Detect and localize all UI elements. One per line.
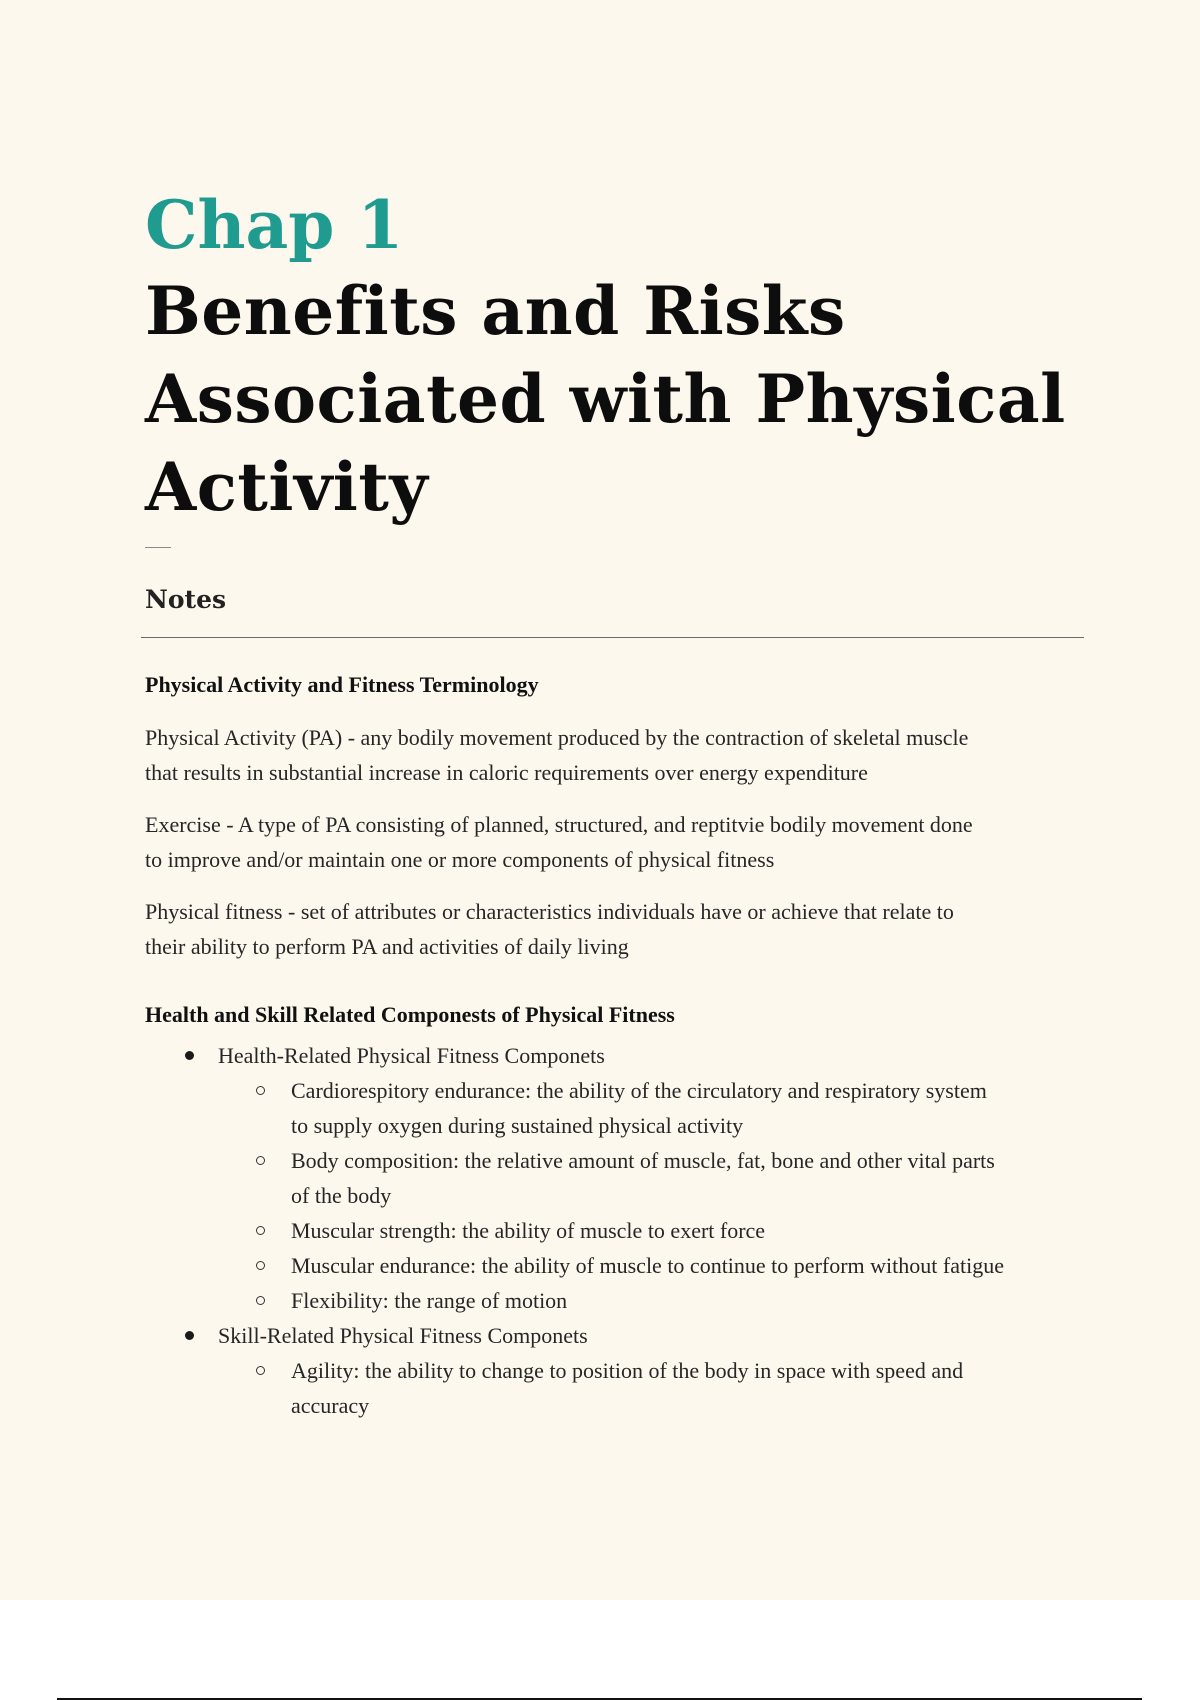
paragraph-physical-fitness	[145, 894, 1085, 964]
bullet-circle-icon	[256, 1261, 265, 1270]
paragraph-physical-activity	[145, 720, 1085, 790]
notes-horizontal-rule	[141, 637, 1084, 638]
list-item-label: Skill-Related Physical Fitness Componets	[218, 1323, 588, 1348]
list-item	[218, 1143, 1085, 1213]
list-item-line: of the body	[291, 1183, 392, 1208]
list-item	[218, 1213, 1085, 1248]
bullet-dot-icon	[185, 1051, 194, 1060]
bullet-circle-icon	[256, 1366, 265, 1375]
chapter-title	[145, 267, 1085, 531]
bullet-dot-icon	[185, 1331, 194, 1340]
list-item-skill-related	[145, 1318, 1085, 1423]
list-item-health-related	[145, 1038, 1085, 1318]
health-related-sublist	[218, 1073, 1085, 1318]
list-item-line: Flexibility: the range of motion	[291, 1288, 568, 1313]
chapter-title-line: Associated with Physical	[145, 360, 1066, 438]
notes-heading: Notes	[145, 585, 227, 614]
list-item-label: Health-Related Physical Fitness Componets	[218, 1043, 605, 1068]
bullet-circle-icon	[256, 1156, 265, 1165]
bullet-circle-icon	[256, 1226, 265, 1235]
bullet-circle-icon	[256, 1296, 265, 1305]
document-content	[145, 185, 1085, 1423]
skill-related-sublist	[218, 1353, 1085, 1423]
paragraph-line: to improve and/or maintain one or more components of physical fitness	[145, 847, 775, 872]
paragraph-line: Physical Activity (PA) - any bodily movement produced by the contraction of skeletal muscle	[145, 725, 969, 750]
paragraph-exercise	[145, 807, 1085, 877]
list-item	[218, 1248, 1085, 1283]
list-item-line: to supply oxygen during sustained physical activity	[291, 1113, 744, 1138]
paragraph-line: their ability to perform PA and activities of daily living	[145, 934, 629, 959]
list-item	[218, 1353, 1085, 1423]
section-heading-components: Health and Skill Related Componests of Physical Fitness	[145, 1002, 675, 1027]
list-item-line: Muscular strength: the ability of muscle to exert force	[291, 1218, 766, 1243]
list-item-line: Agility: the ability to change to position of the body in space with speed and	[291, 1358, 964, 1383]
chapter-label: Chap 1	[145, 186, 404, 264]
components-list	[145, 1038, 1085, 1423]
paragraph-line: Exercise - A type of PA consisting of planned, structured, and reptitvie bodily movement done	[145, 812, 973, 837]
paragraph-line: that results in substantial increase in caloric requirements over energy expenditure	[145, 760, 868, 785]
list-item	[218, 1283, 1085, 1318]
paragraph-line: Physical fitness - set of attributes or characteristics individuals have or achieve that relate to	[145, 899, 954, 924]
title-dash-divider	[145, 547, 171, 548]
chapter-title-line: Activity	[145, 448, 429, 526]
list-item-line: accuracy	[291, 1393, 370, 1418]
section-heading-terminology: Physical Activity and Fitness Terminology	[145, 672, 539, 697]
chapter-title-line: Benefits and Risks	[145, 272, 846, 350]
list-item-line: Cardiorespitory endurance: the ability of the circulatory and respiratory system	[291, 1078, 987, 1103]
bullet-circle-icon	[256, 1086, 265, 1095]
list-item	[218, 1073, 1085, 1143]
list-item-line: Body composition: the relative amount of muscle, fat, bone and other vital parts	[291, 1148, 995, 1173]
list-item-line: Muscular endurance: the ability of muscle to continue to perform without fatigue	[291, 1253, 1004, 1278]
